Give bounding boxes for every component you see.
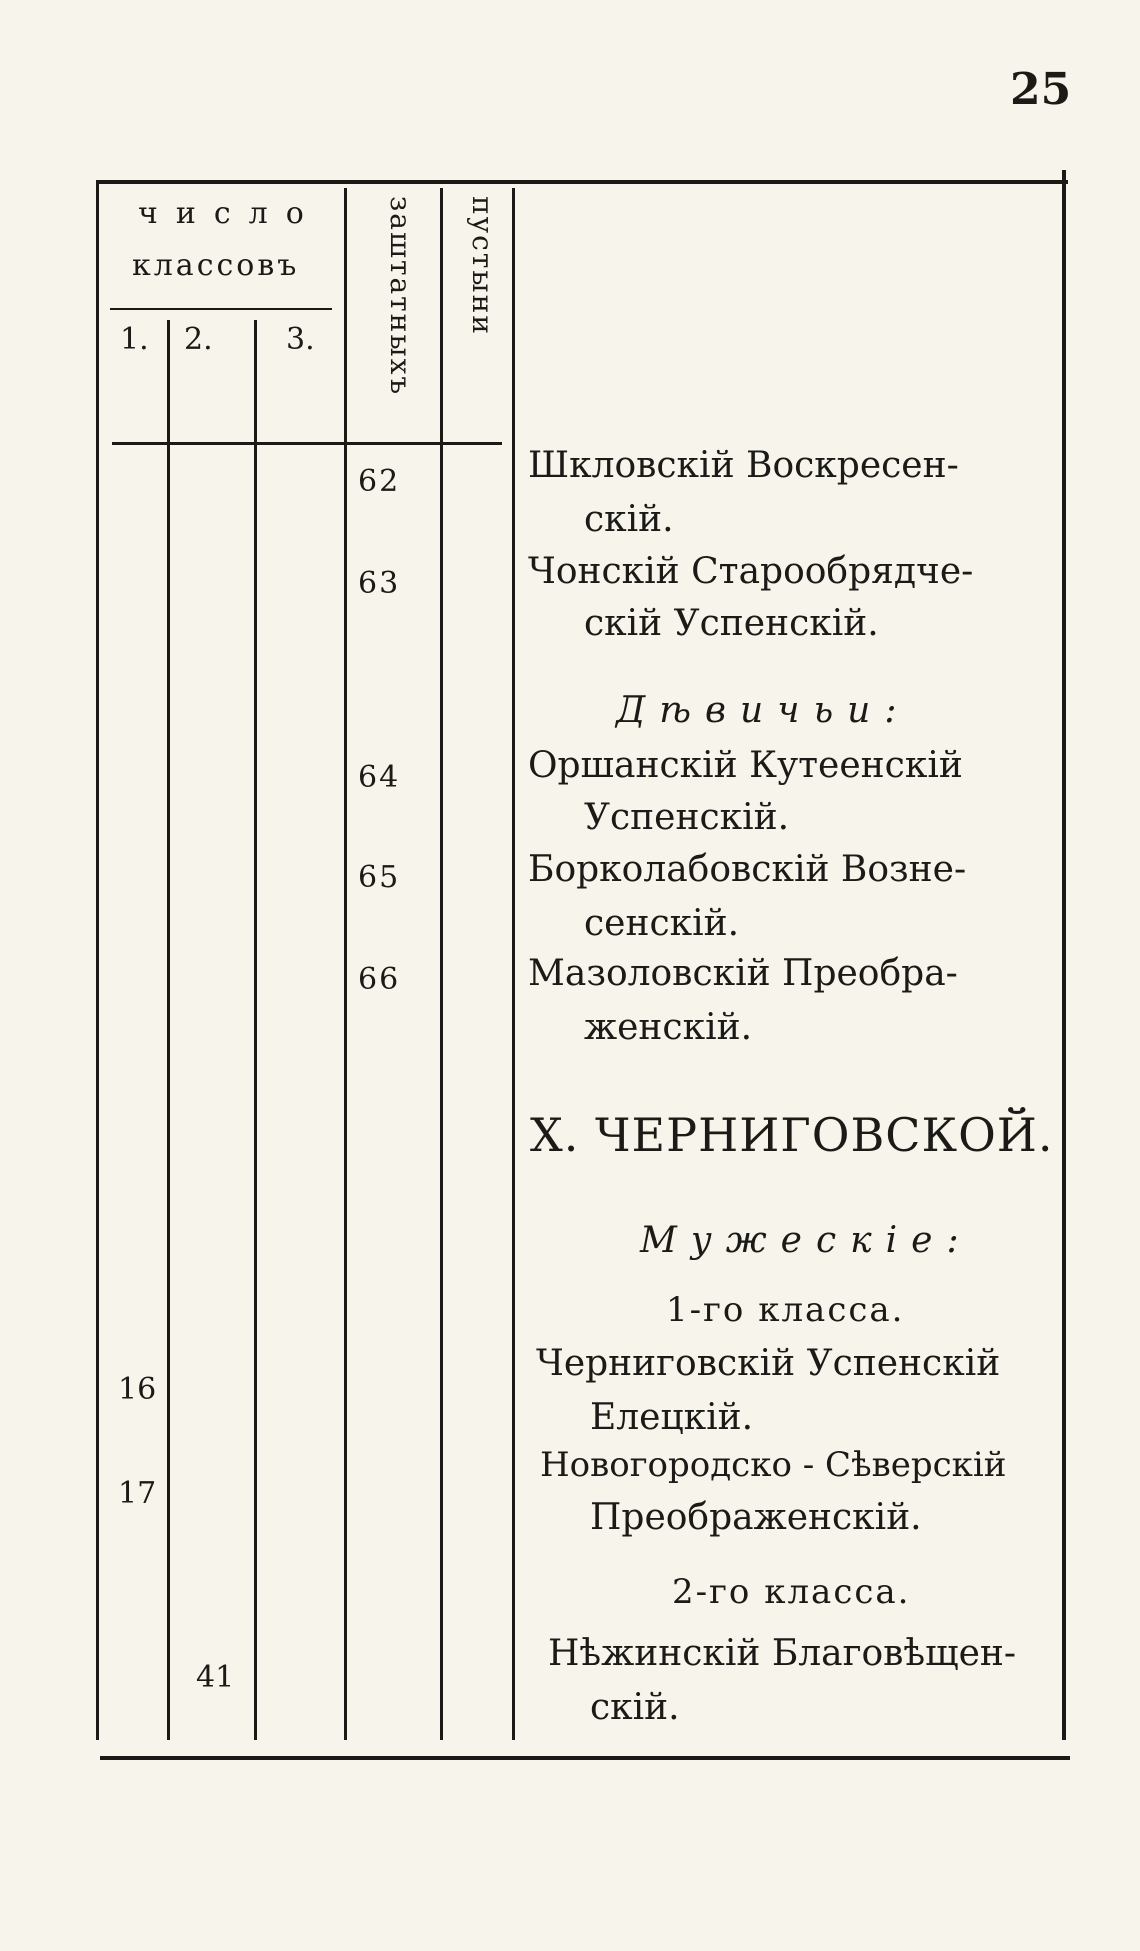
page-number: 25 [1010, 64, 1072, 115]
entry-66-line1: Мазоловскій Преобра- [528, 953, 958, 994]
col-rule-1 [167, 320, 170, 1740]
entry-number-62: 62 [358, 464, 401, 499]
entry-16-line1: Черниговскій Успенскій [536, 1343, 1001, 1384]
entry-62-line1: Шкловскій Воскресен- [528, 445, 959, 486]
header-pustyni: пустыни [466, 196, 499, 336]
top-rule [96, 180, 1068, 184]
section-devichi: Дѣвичьи: [616, 690, 911, 731]
entry-41-line2: скій. [590, 1687, 680, 1728]
entry-17-line1: Новогородско - Сѣверскій [540, 1445, 1007, 1485]
entry-63-line2: скій Успенскій. [584, 603, 879, 644]
header-bottom-rule [112, 442, 502, 445]
entry-number-64: 64 [358, 760, 401, 795]
entry-65-line1: Борколабовскій Возне- [528, 849, 967, 890]
left-border [96, 180, 99, 1740]
entry-66-line2: женскій. [584, 1007, 753, 1048]
entry-number-16: 16 [118, 1372, 157, 1407]
header-col-2: 2. [184, 322, 213, 357]
col-rule-3 [344, 188, 347, 1740]
entry-number-41: 41 [196, 1660, 235, 1695]
col-rule-2 [254, 320, 257, 1740]
entry-63-line1: Чонскій Старообрядче- [528, 551, 974, 592]
right-border [1062, 170, 1066, 1740]
header-zashtatnykh: заштатныхъ [384, 196, 417, 397]
region-title: X. ЧЕРНИГОВСКОЙ. [530, 1108, 1054, 1162]
entry-62-line2: скій. [584, 499, 674, 540]
entry-65-line2: сенскій. [584, 903, 740, 944]
header-klassov: классовъ [132, 248, 300, 283]
entry-64-line1: Оршанскій Кутеенскій [528, 745, 963, 786]
entry-number-65: 65 [358, 860, 401, 895]
header-sub-rule [110, 308, 332, 310]
entry-17-line2: Преображенскій. [590, 1497, 922, 1538]
header-col-1: 1. [120, 322, 149, 357]
col-rule-4 [440, 188, 443, 1740]
entry-16-line2: Елецкій. [590, 1397, 754, 1438]
entry-number-17: 17 [118, 1476, 157, 1511]
entry-41-line1: Нѣжинскій Благовѣщен- [548, 1633, 1017, 1674]
class2-heading: 2-го класса. [672, 1572, 911, 1612]
col-rule-5 [512, 188, 515, 1740]
entry-number-63: 63 [358, 566, 401, 601]
bottom-rule [100, 1756, 1070, 1760]
section-muzheskie: Мужескіе: [640, 1220, 973, 1261]
class1-heading: 1-го класса. [666, 1290, 905, 1330]
header-col-3: 3. [286, 322, 315, 357]
header-chislo: число [138, 196, 322, 231]
entry-64-line2: Успенскій. [584, 797, 790, 838]
entry-number-66: 66 [358, 962, 401, 997]
